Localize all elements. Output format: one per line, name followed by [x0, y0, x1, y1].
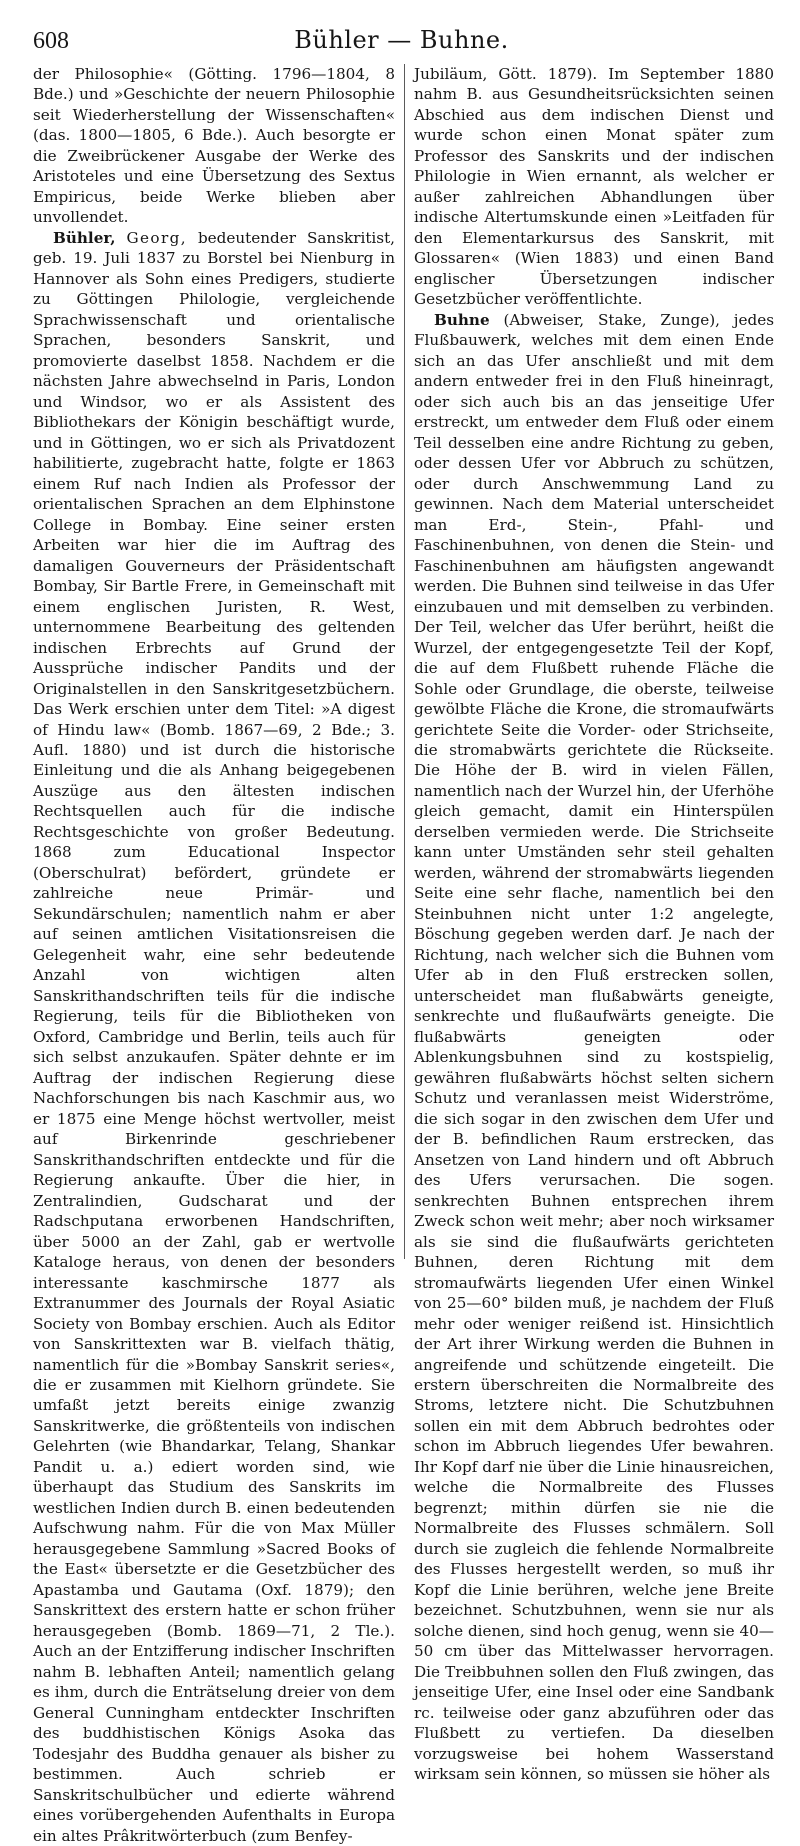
left-column: [33, 64, 395, 1845]
entry-forename: Georg,: [126, 228, 187, 247]
entry-buhne: [414, 310, 774, 1785]
entry-buehler-continuation: Jubiläum, Gött. 1879). Im September 1880 nahm B. aus Gesundheitsrücksichten seinen Abschied aus dem indischen Dienst und wurde schon einen Monat später zum Professor des Sanskrits und der indischen Philologie in Wien ernannt, als welcher er außer zahlreichen Abhandlungen über indische Altertumskunde einen »Leitfaden für den Elementarkursus des Sanskrit, mit Glossaren« (Wien 1883) und einen Band englischer Übersetzungen indischer Gesetzbücher veröffentlichte.: [414, 65, 774, 309]
page-number: 608: [33, 28, 69, 54]
page-header: [33, 26, 770, 58]
entry-headword: Bühler,: [53, 228, 116, 247]
right-column: [414, 64, 774, 1784]
entry-body: (Abweiser, Stake, Zunge), jedes Flußbauwerk, welches mit dem einen Ende sich an das Ufer anschließt und mit dem andern entweder frei in den Fluß hineinragt, oder sich auch bis an das jenseitige Ufer erstreckt, um entweder dem Fluß oder einem Teil desselben eine andre Richtung zu geben, oder dessen Ufer vor Abbruch zu schützen, oder durch Anschwemmung Land zu gewinnen. Nach dem Material unterscheidet man Erd-, Stein-, Pfahl- und Faschinenbuhnen, von denen die Stein- und Faschinenbuhnen am häufigsten angewandt werden. Die Buhnen sind teilweise in das Ufer einzubauen und mit demselben zu verbinden. Der Teil, welcher das Ufer berührt, heißt die Wurzel, der entgegengesetzte Teil der Kopf, die auf dem Flußbett ruhende Fläche die Sohle oder Grundlage, die oberste, teilweise gewölbte Fläche die Krone, die stromaufwärts gerichtete Seite die Vorder- oder Strichseite, die stromabwärts gerichtete die Rückseite. Die Höhe der B. wird in vielen Fällen, namentlich nach der Wurzel hin, der Uferhöhe gleich gemacht, damit ein Hinterspülen derselben vermieden werde. Die Strichseite kann unter Umständen sehr steil gehalten werden, während der stromabwärts liegenden Seite eine sehr flache, namentlich bei den Steinbuhnen nicht unter 1:2 angelegte, Böschung gegeben werden darf. Je nach der Richtung, nach welcher sich die Buhnen vom Ufer ab in den Fluß erstrecken sollen, unterscheidet man flußabwärts geneigte, senkrechte und flußaufwärts geneigte. Die flußabwärts geneigten oder Ablenkungsbuhnen sind zu kostspielig, gewähren flußabwärts höchst selten sichern Schutz und veranlassen meist Widerströme, die sich sogar in den zwischen dem Ufer und der B. befindlichen Raum erstrecken, das Ansetzen von Land hindern und oft Abbruch des Ufers verursachen. Die sogen. senkrechten Buhnen entsprechen ihrem Zweck schon weit mehr; aber noch wirksamer als sie sind die flußaufwärts gerichteten Buhnen, deren Richtung mit dem stromaufwärts liegenden Ufer einen Winkel von 25—60° bilden muß, je nachdem der Fluß mehr oder weniger reißend ist. Hinsichtlich der Art ihrer Wirkung werden die Buhnen in angreifende und schützende eingeteilt. Die erstern überschreiten die Normalbreite des Stroms, letztere nicht. Die Schutzbuhnen sollen ein mit dem Abbruch bedrohtes oder schon im Abbruch liegendes Ufer bewahren. Ihr Kopf darf nie über die Linie hinausreichen, welche die Normalbreite des Flusses begrenzt; mithin dürfen sie nie die Normalbreite des Flusses schmälern. Soll durch sie zugleich die fehlende Normalbreite des Flusses hergestellt werden, so muß ihr Kopf die Linie berühren, welche jene Breite bezeichnet. Schutzbuhnen, wenn sie nur als solche dienen, sind hoch genug, wenn sie 40—50 cm über das Mittelwasser hervorragen. Die Treibbuhnen sollen den Fluß zwingen, das jenseitige Ufer, eine Insel oder eine Sandbank rc. teilweise oder ganz abzuführen oder das Flußbett zu vertiefen. Da dieselben vorzugsweise bei hohem Wasserstand wirksam sein können, so müssen sie höher als: [414, 310, 774, 1784]
entry-philosophie-continuation: der Philosophie« (Götting. 1796—1804, 8 Bde.) und »Geschichte der neuern Philosophie seit Wiederherstellung der Wissenschaften« (das. 1800—1805, 6 Bde.). Auch besorgte er die Zweibrückener Ausgabe der Werke des Aristoteles und eine Übersetzung des Sextus Empiricus, beide Werke blieben aber unvollendet.: [33, 65, 395, 227]
entry-body: bedeutender Sanskritist, geb. 19. Juli 1837 zu Borstel bei Nienburg in Hannover als Sohn eines Predigers, studierte zu Göttingen Philologie, vergleichende Sprachwissenschaft und orientalische Sprachen, besonders Sanskrit, und promovierte daselbst 1858. Nachdem er die nächsten Jahre abwechselnd in Paris, London und Windsor, wo er als Assistent des Bibliothekars der Königin beschäftigt wurde, und in Göttingen, wo er sich als Privatdozent habilitierte, zugebracht hatte, folgte er 1863 einem Ruf nach Indien als Professor der orientalischen Sprachen an dem Elphinstone College in Bombay. Eine seiner ersten Arbeiten war hier die im Auftrag des damaligen Gouverneurs der Präsidentschaft Bombay, Sir Bartle Frere, in Gemeinschaft mit einem englischen Juristen, R. West, unternommene Bearbeitung des geltenden indischen Erbrechts auf Grund der Aussprüche indischer Pandits und der Originalstellen in den Sanskritgesetzbüchern. Das Werk erschien unter dem Titel: »A digest of Hindu law« (Bomb. 1867—69, 2 Bde.; 3. Aufl. 1880) und ist durch die historische Einleitung und die als Anhang beigegebenen Auszüge aus den ältesten indischen Rechtsquellen auch für die indische Rechtsgeschichte von großer Bedeutung. 1868 zum Educational Inspector (Oberschulrat) befördert, gründete er zahlreiche neue Primär- und Sekundärschulen; namentlich nahm er aber auf seinen amtlichen Visitationsreisen die Gelegenheit wahr, eine sehr bedeutende Anzahl von wichtigen alten Sanskrithandschriften teils für die indische Regierung, teils für die Bibliotheken von Oxford, Cambridge und Berlin, teils auch für sich selbst anzukaufen. Später dehnte er im Auftrag der indischen Regierung diese Nachforschungen bis nach Kaschmir aus, wo er 1875 eine Menge höchst wertvoller, meist auf Birkenrinde geschriebener Sanskrithandschriften entdeckte und für die Regierung ankaufte. Über die hier, in Zentralindien, Gudscharat und der Radschputana erworbenen Handschriften, über 5000 an der Zahl, gab er wertvolle Kataloge heraus, von denen der besonders interessante kaschmirsche 1877 als Extranummer des Journals der Royal Asiatic Society von Bombay erschien. Auch als Editor von Sanskrittexten war B. vielfach thätig, namentlich für die »Bombay Sanskrit series«, die er zusammen mit Kielhorn gründete. Sie umfaßt jetzt bereits einige zwanzig Sanskritwerke, die größtenteils von indischen Gelehrten (wie Bhandarkar, Telang, Shankar Pandit u. a.) ediert worden sind, wie überhaupt das Studium des Sanskrits im westlichen Indien durch B. einen bedeutenden Aufschwung nahm. Für die von Max Müller herausgegebene Sammlung »Sacred Books of the East« übersetzte er die Gesetzbücher des Apastamba und Gautama (Oxf. 1879); den Sanskrittext des erstern hatte er schon früher herausgegeben (Bomb. 1869—71, 2 Tle.). Auch an der Entzifferung indischer Inschriften nahm B. lebhaften Anteil; namentlich gelang es ihm, durch die Enträtselung dreier von dem General Cunningham entdeckter Inschriften des buddhistischen Königs Asoka das Todesjahr des Buddha genauer als bisher zu bestimmen. Auch schrieb er Sanskritschulbücher und edierte während eines vorübergehenden Aufenthalts in Europa ein altes Prâkritwörterbuch (zum Benfey-: [33, 228, 395, 1845]
entry-buehler: [33, 228, 395, 1846]
running-head: Bühler — Buhne.: [294, 26, 509, 54]
entry-headword: Buhne: [434, 310, 490, 329]
column-divider: [404, 64, 405, 1259]
